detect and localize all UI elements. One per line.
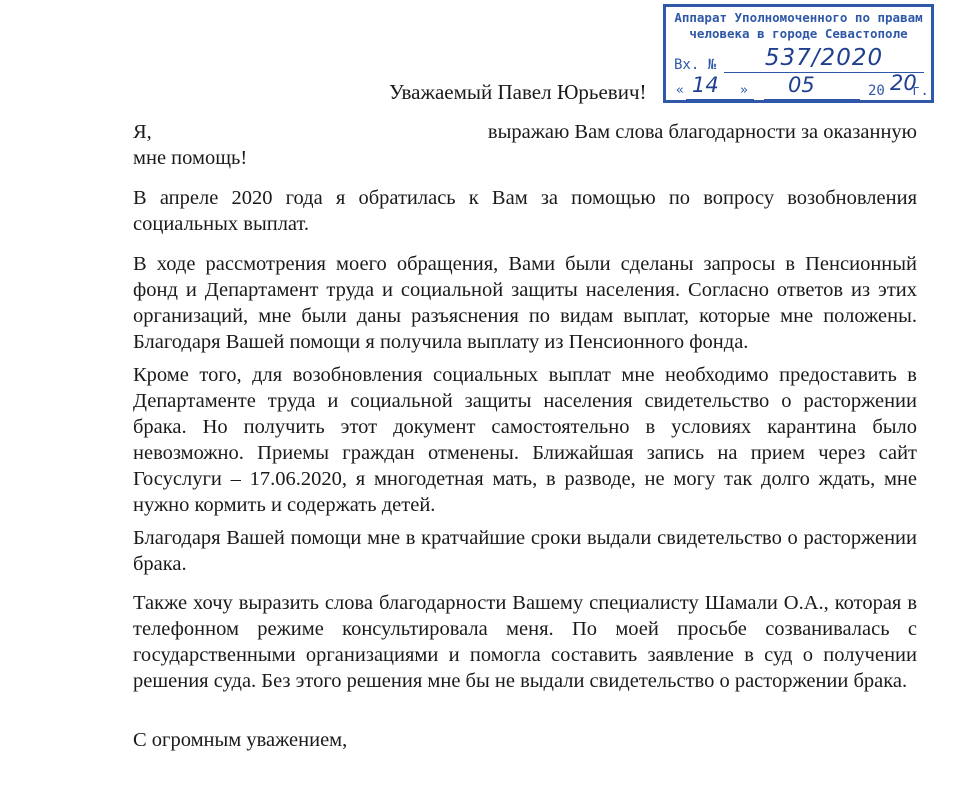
registration-stamp <box>663 4 934 103</box>
stamp-year-g: г. <box>912 83 929 99</box>
paragraph-thanks-text: выражаю Вам слова благодарности за оказанную <box>487 121 917 143</box>
paragraph-thanks-pronoun: Я, <box>133 121 152 143</box>
stamp-org-line1: Аппарат Уполномоченного по правам <box>674 10 923 25</box>
paragraph-inquiries: В ходе рассмотрения моего обращения, Вами были сделаны запросы в Пенсионный фонд и Департамент труда и социальной защиты населения. Согласно ответов из этих организаций, мне были даны разъяснения по видам выплат, которые мне положены. Благодаря Вашей помощи я получила выплату из Пенсионного фонда. <box>133 253 917 353</box>
paragraph-divorce-certificate: Кроме того, для возобновления социальных выплат мне необходимо предоставить в Департаменте труда и социальной защиты населения свидетельство о расторжении брака. Но получить этот документ самостоятельно в условиях карантина было невозможно. Приемы граждан отменены. Ближайшая запись на прием через сайт Госуслуги – 17.06.2020, я многодетная мать, в разводе, не могу так долго ждать, мне нужно кормить и содержать детей. <box>133 364 917 516</box>
stamp-month-underline <box>764 99 860 100</box>
stamp-date-day: 14 <box>692 73 719 97</box>
letter-closing: С огромным уважением, <box>133 729 348 751</box>
stamp-year-suffix: 20 <box>890 71 917 95</box>
stamp-date <box>672 71 929 101</box>
stamp-org-line2: человека в городе Севастополе <box>689 26 908 41</box>
stamp-number-label: Вх. № <box>674 57 717 73</box>
stamp-date-month: 05 <box>788 73 815 97</box>
stamp-organization <box>666 10 931 42</box>
stamp-day-underline <box>686 99 754 100</box>
paragraph-certificate-issued: Благодаря Вашей помощи мне в кратчайшие сроки выдали свидетельство о расторжении брака. <box>133 527 917 575</box>
letter-greeting: Уважаемый Павел Юрьевич! <box>389 80 647 104</box>
paragraph-april-request: В апреле 2020 года я обратилась к Вам за помощью по вопросу возобновления социальных выплат. <box>133 187 917 235</box>
stamp-number-value: 537/2020 <box>764 45 884 71</box>
paragraph-specialist-thanks: Также хочу выразить слова благодарности Вашему специалисту Шамали О.А., которая в телефонном режиме консультировала меня. По моей просьбе созванивалась с государственными организациями и помогла составить заявление в суд о получении решения суда. Без этого решения мне бы не выдали свидетельство о расторжении брака. <box>133 592 917 692</box>
stamp-year-prefix: 20 <box>868 83 885 99</box>
paragraph-thanks-line2: мне помощь! <box>133 147 248 169</box>
paragraph-thanks-line1 <box>133 119 917 145</box>
paragraph-thanks <box>133 119 917 171</box>
stamp-date-close-quote: » <box>740 83 748 98</box>
stamp-date-open-quote: « <box>676 83 684 98</box>
